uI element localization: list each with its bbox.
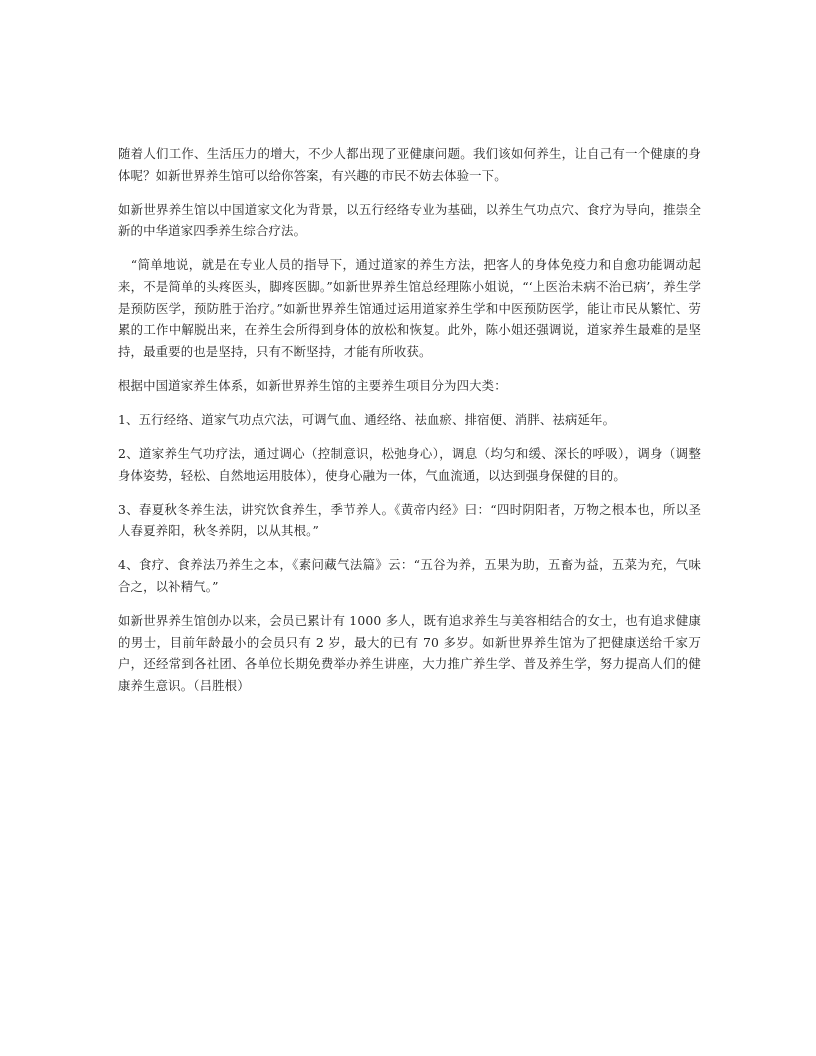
paragraph-item-2: 2、道家养生气功疗法，通过调心（控制意识，松弛身心），调息（均匀和缓、深长的呼吸），调身（调整身体姿势，轻松、自然地运用肢体），使身心融为一体，气血流通，以达到强身保健的目的。 bbox=[118, 446, 701, 483]
paragraph-item-4: 4、食疗、食养法乃养生之本，《素问藏气法篇》云：“五谷为养，五果为助，五畜为益，五菜为充，气味合之，以补精气。” bbox=[118, 557, 701, 594]
paragraph-category-lead: 根据中国道家养生体系，如新世界养生馆的主要养生项目分为四大类： bbox=[118, 377, 507, 393]
paragraph-item-1: 1、五行经络、道家气功点穴法，可调气血、通经络、祛血瘀、排宿便、消胖、祛病延年。 bbox=[118, 411, 616, 427]
paragraph-closing: 如新世界养生馆创办以来，会员已累计有 1000 多人，既有追求养生与美容相结合的女士，也有追求健康的男士，目前年龄最小的会员只有 2 岁，最大的已有 70 多岁。如新世界养生馆为了把健康送给千家万户，还经常到各社团、各单位长期免费举办养生讲座，大力推广养生学、普及养生学，努力提高人们的健康养生意识。（吕胜根） bbox=[118, 613, 701, 693]
paragraph-background: 如新世界养生馆以中国道家文化为背景，以五行经络专业为基础，以养生气功点穴、食疗为导向，推崇全新的中华道家四季养生综合疗法。 bbox=[118, 201, 701, 239]
paragraph-quote-manager: “简单地说，就是在专业人员的指导下，通过道家的养生方法，把客人的身体免疫力和自愈功能调动起来，不是简单的头疼医头，脚疼医脚。”如新世界养生馆总经理陈小姐说，“‘上医治未病不治已病’，养生学是预防医学，预防胜于治疗。”如新世界养生馆通过运用道家养生学和中医预防医学，能让市民从繁忙、劳累的工作中解脱出来，在养生会所得到身体的放松和恢复。此外，陈小姐还强调说，道家养生最难的是坚持，最重要的也是坚持，只有不断坚持，才能有所收获。 bbox=[118, 257, 701, 359]
paragraph-item-3: 3、春夏秋冬养生法，讲究饮食养生，季节养人。《黄帝内经》曰：“四时阴阳者，万物之根本也，所以圣人春夏养阳，秋冬养阴，以从其根。” bbox=[118, 501, 701, 539]
article-body bbox=[118, 143, 701, 696]
paragraph-intro: 随着人们工作、生活压力的增大，不少人都出现了亚健康问题。我们该如何养生，让自己有一个健康的身体呢？如新世界养生馆可以给你答案，有兴趣的市民不妨去体验一下。 bbox=[118, 146, 701, 183]
